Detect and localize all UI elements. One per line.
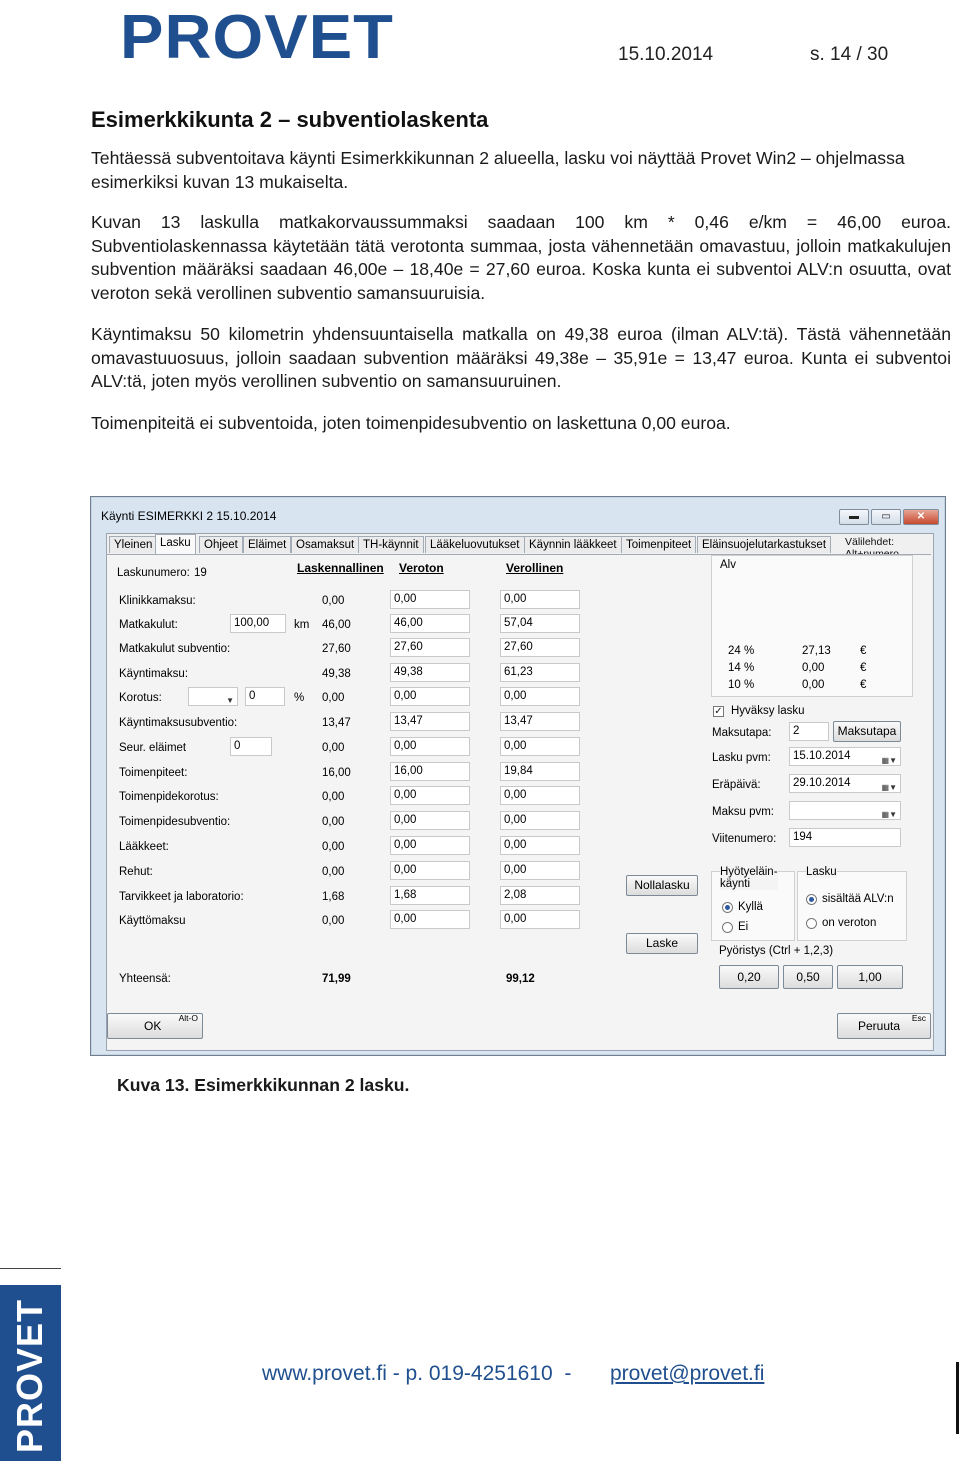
calc-value: 0,00	[322, 742, 345, 754]
reference-input[interactable]: 194	[789, 828, 901, 847]
paragraph-2: Kuvan 13 laskulla matkakorvaussummaksi saadaan 100 km * 0,46 e/km = 46,00 euroa. Subventiolaskennassa käytetään tätä verotonta summaa, josta vähennetään omavastuu, jolloin matkakulujen subvention määräksi saadaan 46,00e – 18,40e = 27,60 euroa. Koska kunta ei subventoi ALV:n osuutta, ovat veroton sekä verollinen subventio samansuuruisia.	[91, 212, 951, 303]
approve-label: Hyväksy lasku	[731, 705, 805, 717]
gross-field[interactable]: 0,00	[500, 737, 580, 756]
paragraph-1: Tehtäessä subventoitava käynti Esimerkkikunnan 2 alueella, lasku voi näyttää Provet Win2 – ohjelmassa esimerkiksi kuvan 13 mukaiselta.	[91, 148, 905, 192]
calc-value: 1,68	[322, 891, 345, 903]
tab-toimenpiteet[interactable]: Toimenpiteet	[621, 536, 696, 553]
invoice-vat-title: Lasku	[806, 866, 837, 878]
row-label: Toimenpidesubventio:	[119, 816, 231, 828]
tab-lasku[interactable]: Lasku	[155, 534, 196, 555]
row-label: Lääkkeet:	[119, 841, 169, 853]
calc-value: 0,00	[322, 866, 345, 878]
radio-yes-label: Kyllä	[738, 901, 763, 913]
net-field[interactable]: 0,00	[390, 910, 470, 929]
korotus-select[interactable]	[188, 687, 238, 706]
gross-field[interactable]: 0,00	[500, 590, 580, 609]
total-net: 71,99	[322, 973, 351, 985]
reset-invoice-button[interactable]: Nollalasku	[626, 875, 698, 896]
ok-shortcut: Alt-O	[178, 1013, 198, 1023]
radio-no[interactable]	[722, 922, 733, 933]
net-field[interactable]: 0,00	[390, 590, 470, 609]
column-laskennallinen: Laskennallinen	[297, 561, 384, 575]
alv-amount: 0,00	[802, 679, 825, 691]
header-date: 15.10.2014	[618, 44, 714, 65]
round-050-button[interactable]: 0,50	[783, 965, 833, 989]
tab-laakeluovutukset[interactable]: Lääkeluovutukset	[425, 536, 525, 553]
net-field[interactable]: 1,68	[390, 886, 470, 905]
due-date-picker[interactable]: 29.10.2014 ▦▼	[789, 774, 901, 793]
close-icon[interactable]: ✕	[903, 509, 939, 525]
radio-no-label: Ei	[738, 921, 749, 933]
calculate-button[interactable]: Laske	[626, 933, 698, 954]
gross-field[interactable]: 19,84	[500, 762, 580, 781]
calc-value: 13,47	[322, 717, 351, 729]
alv-amount: 27,13	[802, 645, 831, 657]
row-label: Käyttömaksu	[119, 915, 186, 927]
tab-th-kaynnit[interactable]: TH-käynnit	[358, 536, 424, 553]
total-gross: 99,12	[506, 973, 535, 985]
approve-checkbox[interactable]: ✓	[714, 706, 723, 717]
net-field[interactable]: 0,00	[390, 786, 470, 805]
tab-osamaksut[interactable]: Osamaksut	[291, 536, 359, 553]
row-label: Seur. eläimet	[119, 742, 187, 754]
total-label: Yhteensä:	[119, 973, 171, 985]
tab-kaynnin-laakkeet[interactable]: Käynnin lääkkeet	[524, 536, 622, 553]
net-field[interactable]: 46,00	[390, 614, 470, 633]
production-animal-group	[711, 866, 795, 941]
net-field[interactable]: 0,00	[390, 737, 470, 756]
payment-date-picker[interactable]	[789, 801, 901, 820]
invoice-date-picker[interactable]: 15.10.2014 ▦▼	[789, 747, 901, 766]
row-label: Korotus:	[119, 692, 162, 704]
radio-includes-vat-label: sisältää ALV:n	[822, 893, 894, 905]
alv-rate: 10 %	[728, 679, 755, 691]
round-020-button[interactable]: 0,20	[719, 965, 779, 989]
euro-sign: €	[860, 662, 867, 674]
net-field[interactable]: 16,00	[390, 762, 470, 781]
row-label: Toimenpiteet:	[119, 767, 188, 779]
net-field[interactable]: 0,00	[390, 811, 470, 830]
tab-ohjeet[interactable]: Ohjeet	[199, 536, 243, 553]
net-field[interactable]: 0,00	[390, 836, 470, 855]
row-label: Rehut:	[119, 866, 153, 878]
invoice-number: 19	[194, 567, 207, 579]
paragraph-4: Toimenpiteitä ei subventoida, joten toimenpidesubventio on laskettuna 0,00 euroa.	[91, 413, 731, 433]
row-label: Tarvikkeet ja laboratorio:	[119, 891, 244, 903]
section-title: Esimerkkikunta 2 – subventiolaskenta	[91, 107, 489, 132]
calc-value: 46,00	[322, 619, 351, 631]
calendar-dropdown-icon: ▦▼	[881, 783, 897, 792]
payment-date-label: Maksu pvm:	[712, 806, 774, 818]
round-100-button[interactable]: 1,00	[837, 965, 903, 989]
net-field[interactable]: 13,47	[390, 712, 470, 731]
calc-value: 27,60	[322, 643, 351, 655]
gross-field[interactable]: 61,23	[500, 663, 580, 682]
radio-tax-free-label: on veroton	[822, 917, 877, 929]
euro-sign: €	[860, 679, 867, 691]
calc-value: 49,38	[322, 668, 351, 680]
gross-field[interactable]: 57,04	[500, 614, 580, 633]
column-verollinen: Verollinen	[506, 561, 564, 575]
row-label: Käyntimaksusubventio:	[119, 717, 238, 729]
cancel-shortcut: Esc	[911, 1013, 926, 1023]
row-label: Toimenpidekorotus:	[119, 791, 219, 803]
calc-value: 0,00	[322, 791, 345, 803]
reference-label: Viitenumero:	[712, 833, 777, 845]
lasku-panel	[107, 554, 931, 1049]
radio-includes-vat[interactable]	[806, 894, 817, 905]
invoice-date-label: Lasku pvm:	[712, 752, 771, 764]
provet-logo: PROVET	[120, 3, 394, 72]
row-label: Matkakulut subventio:	[119, 643, 231, 655]
alv-rate: 24 %	[728, 645, 755, 657]
figure-caption: Kuva 13. Esimerkkikunnan 2 lasku.	[117, 1075, 410, 1095]
calendar-dropdown-icon: ▦▼	[881, 756, 897, 765]
window-title: Käynti ESIMERKKI 2 15.10.2014	[101, 509, 277, 523]
tab-yleinen[interactable]: Yleinen	[109, 536, 157, 553]
maximize-icon[interactable]: ▭	[871, 509, 901, 525]
payment-method-label: Maksutapa:	[712, 727, 772, 739]
invoice-vat-group	[797, 866, 907, 941]
alv-title: Alv	[720, 559, 736, 571]
window-client	[106, 533, 934, 1051]
gross-field[interactable]: 27,60	[500, 638, 580, 657]
gross-field[interactable]: 0,00	[500, 811, 580, 830]
production-animal-title: Hyötyeläin- käynti	[720, 866, 778, 890]
minimize-icon[interactable]: ▬	[839, 509, 869, 525]
column-veroton: Veroton	[399, 561, 444, 575]
korotus-percent-input[interactable]: 0	[245, 687, 285, 706]
alv-rate: 14 %	[728, 662, 755, 674]
calc-value: 16,00	[322, 767, 351, 779]
net-field[interactable]: 0,00	[390, 861, 470, 880]
distance-input[interactable]: 100,00	[230, 614, 286, 633]
calc-value: 0,00	[322, 915, 345, 927]
calc-value: 0,00	[322, 692, 345, 704]
cancel-button[interactable]: Peruuta Esc	[837, 1013, 931, 1039]
tab-shortcut-hint: Välilehdet:	[845, 536, 895, 548]
tab-elainsuojelutarkastukset[interactable]: Eläinsuojelutarkastukset	[697, 536, 831, 553]
alv-box	[711, 555, 913, 697]
animals-stepper[interactable]: 0	[230, 737, 272, 756]
euro-sign: €	[860, 645, 867, 657]
payment-method-button[interactable]: Maksutapa	[833, 721, 901, 742]
footer-divider	[0, 1268, 61, 1269]
unit-km: km	[294, 619, 310, 631]
radio-tax-free[interactable]	[806, 918, 817, 929]
net-field[interactable]: 49,38	[390, 663, 470, 682]
net-field[interactable]: 0,00	[390, 687, 470, 706]
rounding-label: Pyöristys (Ctrl + 1,2,3)	[719, 945, 834, 957]
alv-amount: 0,00	[802, 662, 825, 674]
calc-value: 0,00	[322, 816, 345, 828]
invoice-window	[90, 496, 946, 1056]
tab-bar	[107, 534, 933, 554]
side-logo-text: PROVET	[9, 1298, 50, 1454]
row-label: Klinikkamaksu:	[119, 595, 196, 607]
radio-yes[interactable]	[722, 902, 733, 913]
side-logo	[0, 1285, 61, 1461]
row-label: Käyntimaksu:	[119, 668, 189, 680]
due-date-label: Eräpäivä:	[712, 779, 761, 791]
gross-field[interactable]: 0,00	[500, 861, 580, 880]
margin-bar	[956, 1362, 959, 1434]
gross-field[interactable]: 0,00	[500, 836, 580, 855]
ok-button[interactable]: OK Alt-O	[107, 1013, 203, 1039]
gross-field[interactable]: 0,00	[500, 786, 580, 805]
header-page-number: s. 14 / 30	[810, 44, 889, 65]
chevron-down-icon: ▼	[226, 696, 234, 705]
calc-value: 0,00	[322, 841, 345, 853]
gross-field[interactable]: 0,00	[500, 687, 580, 706]
net-field[interactable]: 27,60	[390, 638, 470, 657]
calendar-dropdown-icon: ▦▼	[881, 810, 897, 819]
gross-field[interactable]: 0,00	[500, 910, 580, 929]
tab-elaimet[interactable]: Eläimet	[243, 536, 291, 553]
footer-email-link[interactable]: provet@provet.fi	[610, 1362, 765, 1385]
calc-value: 0,00	[322, 595, 345, 607]
gross-field[interactable]: 2,08	[500, 886, 580, 905]
unit-percent: %	[294, 692, 305, 704]
footer-contact[interactable]: www.provet.fi - p. 019-4251610 -	[262, 1362, 583, 1385]
gross-field[interactable]: 13,47	[500, 712, 580, 731]
invoice-number-label: Laskunumero:	[117, 567, 190, 579]
row-label: Matkakulut:	[119, 619, 178, 631]
payment-method-input[interactable]: 2	[789, 722, 829, 741]
paragraph-3: Käyntimaksu 50 kilometrin yhdensuuntaisella matkalla on 49,38 euroa (ilman ALV:tä). Tästä vähennetään omavastuuosuus, jolloin saadaan subvention määräksi 49,38e – 35,91e = 13,47 euroa. Kunta ei subventoi ALV:tä, joten myös verollinen subventio on samansuuruinen.	[91, 324, 951, 391]
